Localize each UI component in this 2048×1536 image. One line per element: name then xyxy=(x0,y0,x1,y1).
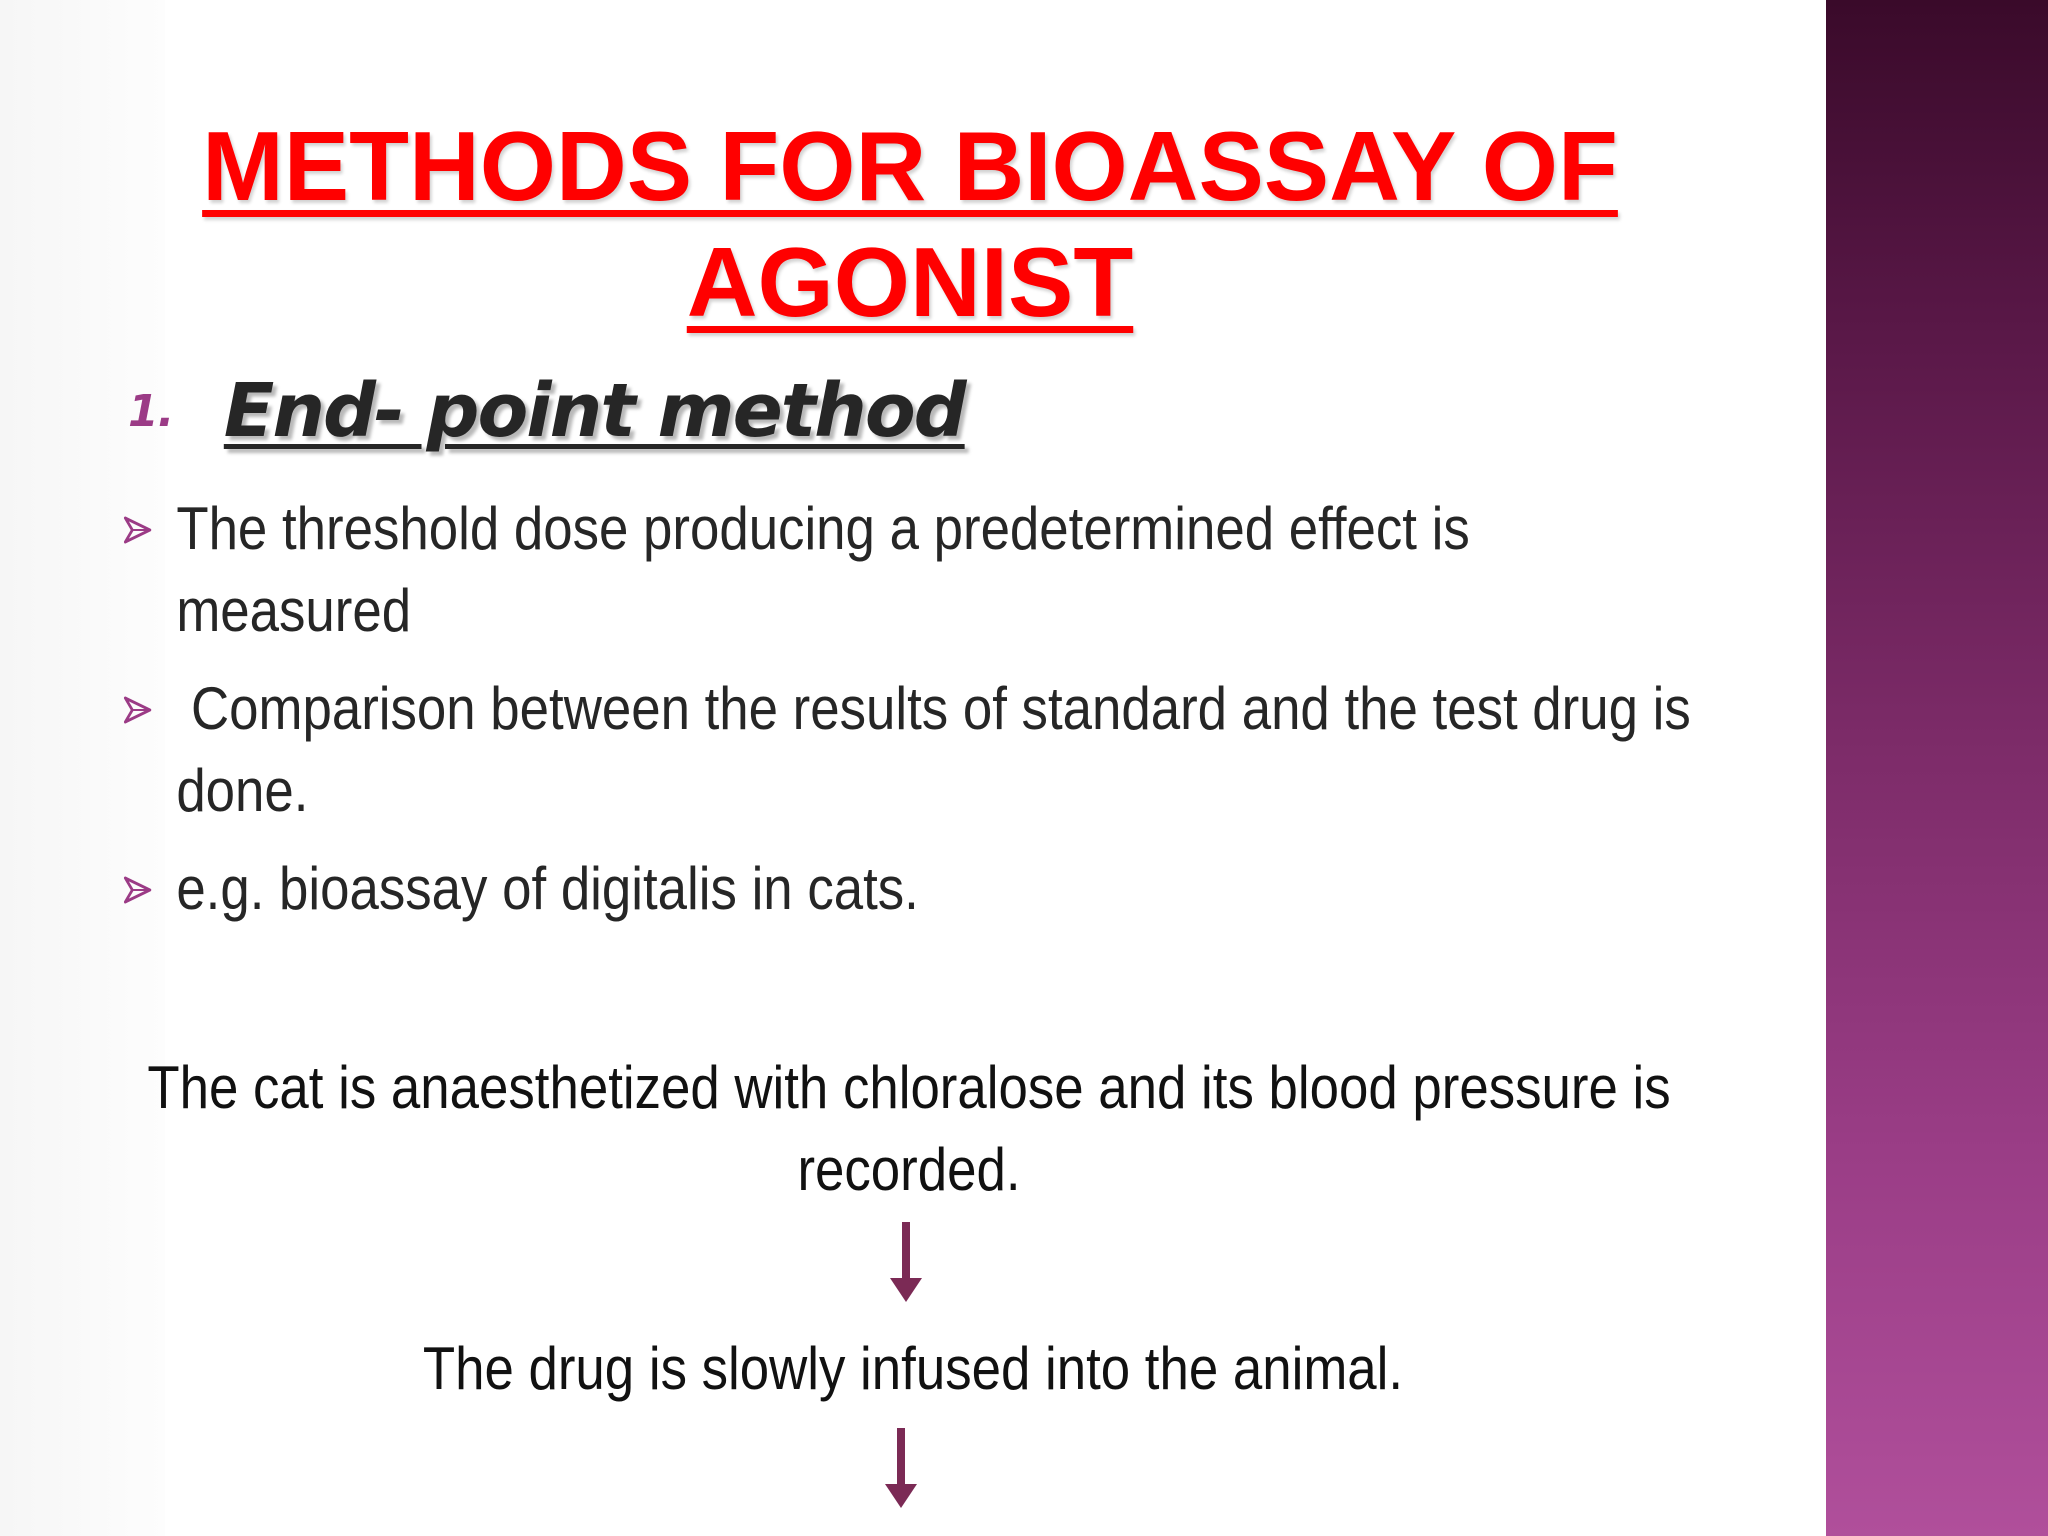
slide-title: METHODS FOR BIOASSAY OF AGONIST xyxy=(202,111,1618,337)
bullet-list xyxy=(120,488,1706,946)
arrowhead-bullet-icon xyxy=(120,690,155,730)
section-number: 1. xyxy=(128,385,174,437)
bullet-text: Comparison between the results of standard and the test drug is done. xyxy=(176,675,1706,824)
arrowhead-bullet-icon xyxy=(120,510,155,550)
bullet-text: e.g. bioassay of digitalis in cats. xyxy=(176,855,919,922)
section-heading xyxy=(128,368,965,468)
bullet-item xyxy=(120,668,1708,832)
flow-step-2 xyxy=(0,1328,1826,1410)
bullet-item xyxy=(120,848,1708,930)
bullet-item xyxy=(120,488,1708,652)
bullet-text: The threshold dose producing a predetermined effect is measured xyxy=(176,495,1470,644)
arrowhead-bullet-icon xyxy=(120,870,155,910)
flow-step-1-text: The cat is anaesthetized with chloralose and its blood pressure is recorded. xyxy=(147,1054,1671,1203)
decorative-side-bar xyxy=(1826,0,2048,1536)
down-arrow-icon xyxy=(881,1428,921,1510)
down-arrow-icon xyxy=(886,1222,926,1304)
flow-step-1 xyxy=(0,1047,1822,1211)
flow-step-2-text: The drug is slowly infused into the animal. xyxy=(422,1335,1404,1402)
section-heading-text: End- point method xyxy=(223,368,965,454)
